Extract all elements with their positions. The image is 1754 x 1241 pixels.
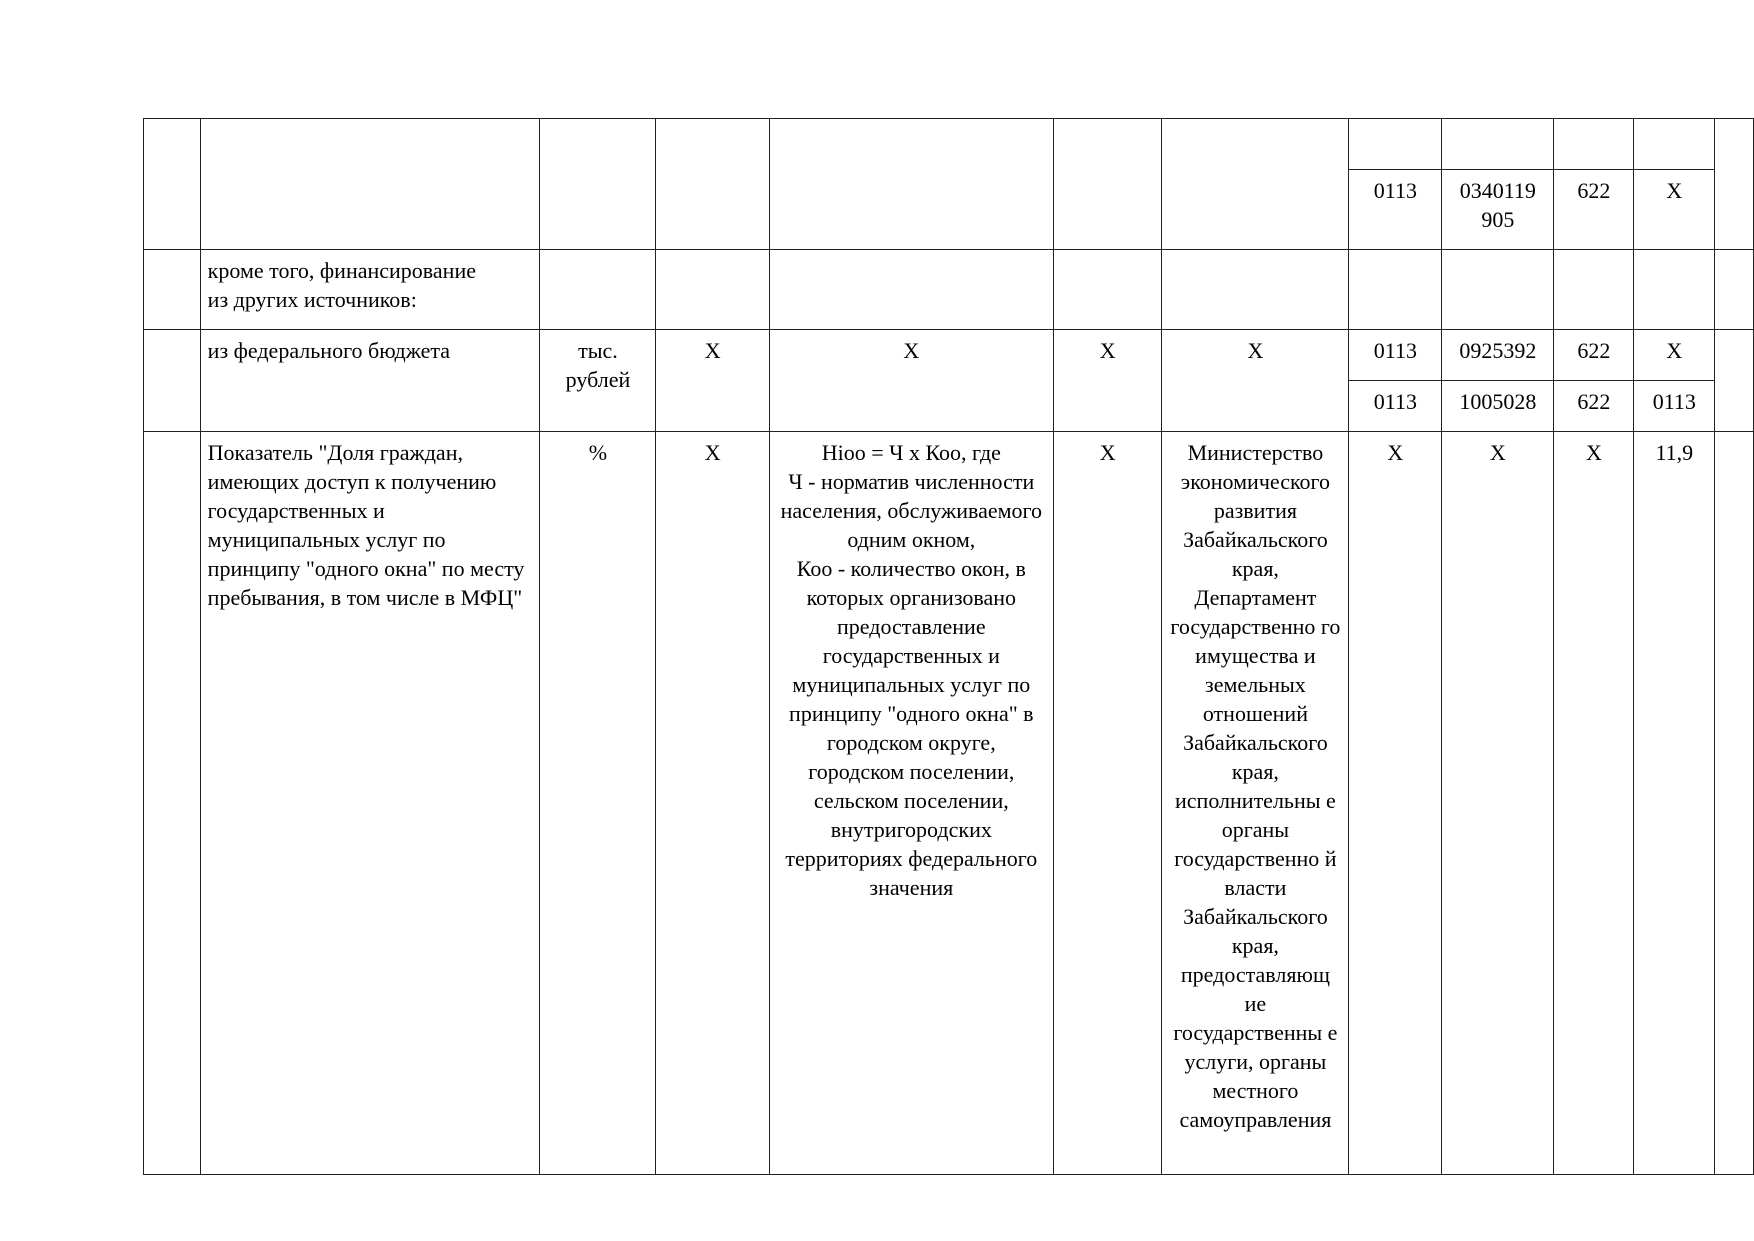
cell-formula xyxy=(769,119,1053,250)
cell-col9 xyxy=(1442,250,1554,330)
cell-label: Показатель "Доля граждан, имеющих доступ к получению государственных и муниципальных услуг по принципу "одного окна" по месту пребывания, в том числе в МФЦ" xyxy=(200,432,540,1175)
cell-num xyxy=(144,330,201,432)
table-row xyxy=(144,432,1754,1175)
cell-col6 xyxy=(1053,119,1162,250)
cell-col10 xyxy=(1554,119,1634,170)
cell-col12 xyxy=(1715,119,1754,250)
cell-col11 xyxy=(1634,119,1715,170)
cell-col12 xyxy=(1715,432,1754,1175)
cell-col10: 622 xyxy=(1554,381,1634,432)
cell-col4 xyxy=(656,250,769,330)
cell-col8: 0113 xyxy=(1349,330,1442,381)
program-table xyxy=(143,118,1754,1175)
cell-col11: 0113 xyxy=(1634,381,1715,432)
cell-col9 xyxy=(1442,119,1554,170)
cell-responsible: Министерство экономического развития Забайкальского края, Департамент государственно го имущества и земельных отношений Забайкальского края, исполнительны е органы государственно й власти Забайкальского края, предоставляющ ие государственны е услуги, органы местного самоуправления xyxy=(1162,432,1349,1175)
cell-responsible xyxy=(1162,119,1349,250)
cell-col8 xyxy=(1349,250,1442,330)
cell-col11 xyxy=(1634,250,1715,330)
cell-unit xyxy=(540,119,656,250)
cell-formula: X xyxy=(769,330,1053,432)
cell-label: из федерального бюджета xyxy=(200,330,540,432)
cell-col4: X xyxy=(656,330,769,432)
cell-col6: X xyxy=(1053,432,1162,1175)
cell-col10 xyxy=(1554,250,1634,330)
cell-col6 xyxy=(1053,250,1162,330)
cell-col11: X xyxy=(1634,170,1715,250)
cell-col11: 11,9 xyxy=(1634,432,1715,1175)
cell-col12 xyxy=(1715,250,1754,330)
cell-label: кроме того, финансирование из других источников: xyxy=(200,250,540,330)
cell-col12 xyxy=(1715,330,1754,432)
cell-col8 xyxy=(1349,119,1442,170)
cell-num xyxy=(144,119,201,250)
cell-col9: X xyxy=(1442,432,1554,1175)
cell-num xyxy=(144,432,201,1175)
table-row xyxy=(144,119,1754,170)
cell-responsible xyxy=(1162,250,1349,330)
cell-formula xyxy=(769,250,1053,330)
cell-col11: X xyxy=(1634,330,1715,381)
cell-unit: % xyxy=(540,432,656,1175)
cell-responsible: X xyxy=(1162,330,1349,432)
cell-col8: 0113 xyxy=(1349,170,1442,250)
cell-unit xyxy=(540,250,656,330)
cell-col10: 622 xyxy=(1554,170,1634,250)
cell-label xyxy=(200,119,540,250)
cell-col9: 0340119 905 xyxy=(1442,170,1554,250)
cell-col8: X xyxy=(1349,432,1442,1175)
cell-col4 xyxy=(656,119,769,250)
cell-col6: X xyxy=(1053,330,1162,432)
cell-col9: 1005028 xyxy=(1442,381,1554,432)
cell-col10: 622 xyxy=(1554,330,1634,381)
cell-col4: X xyxy=(656,432,769,1175)
cell-col8: 0113 xyxy=(1349,381,1442,432)
cell-num xyxy=(144,250,201,330)
cell-col10: X xyxy=(1554,432,1634,1175)
table-row xyxy=(144,250,1754,330)
table-row xyxy=(144,330,1754,381)
cell-col9: 0925392 xyxy=(1442,330,1554,381)
cell-formula: Hioo = Ч х Коо, где Ч - норматив численности населения, обслуживаемого одним окном, Коо - количество окон, в которых организовано предоставление государственных и муниципальных услуг по принципу "одного окна" в городском округе, городском поселении, сельском поселении, внутригородских территориях федерального значения xyxy=(769,432,1053,1175)
cell-unit: тыс. рублей xyxy=(540,330,656,432)
